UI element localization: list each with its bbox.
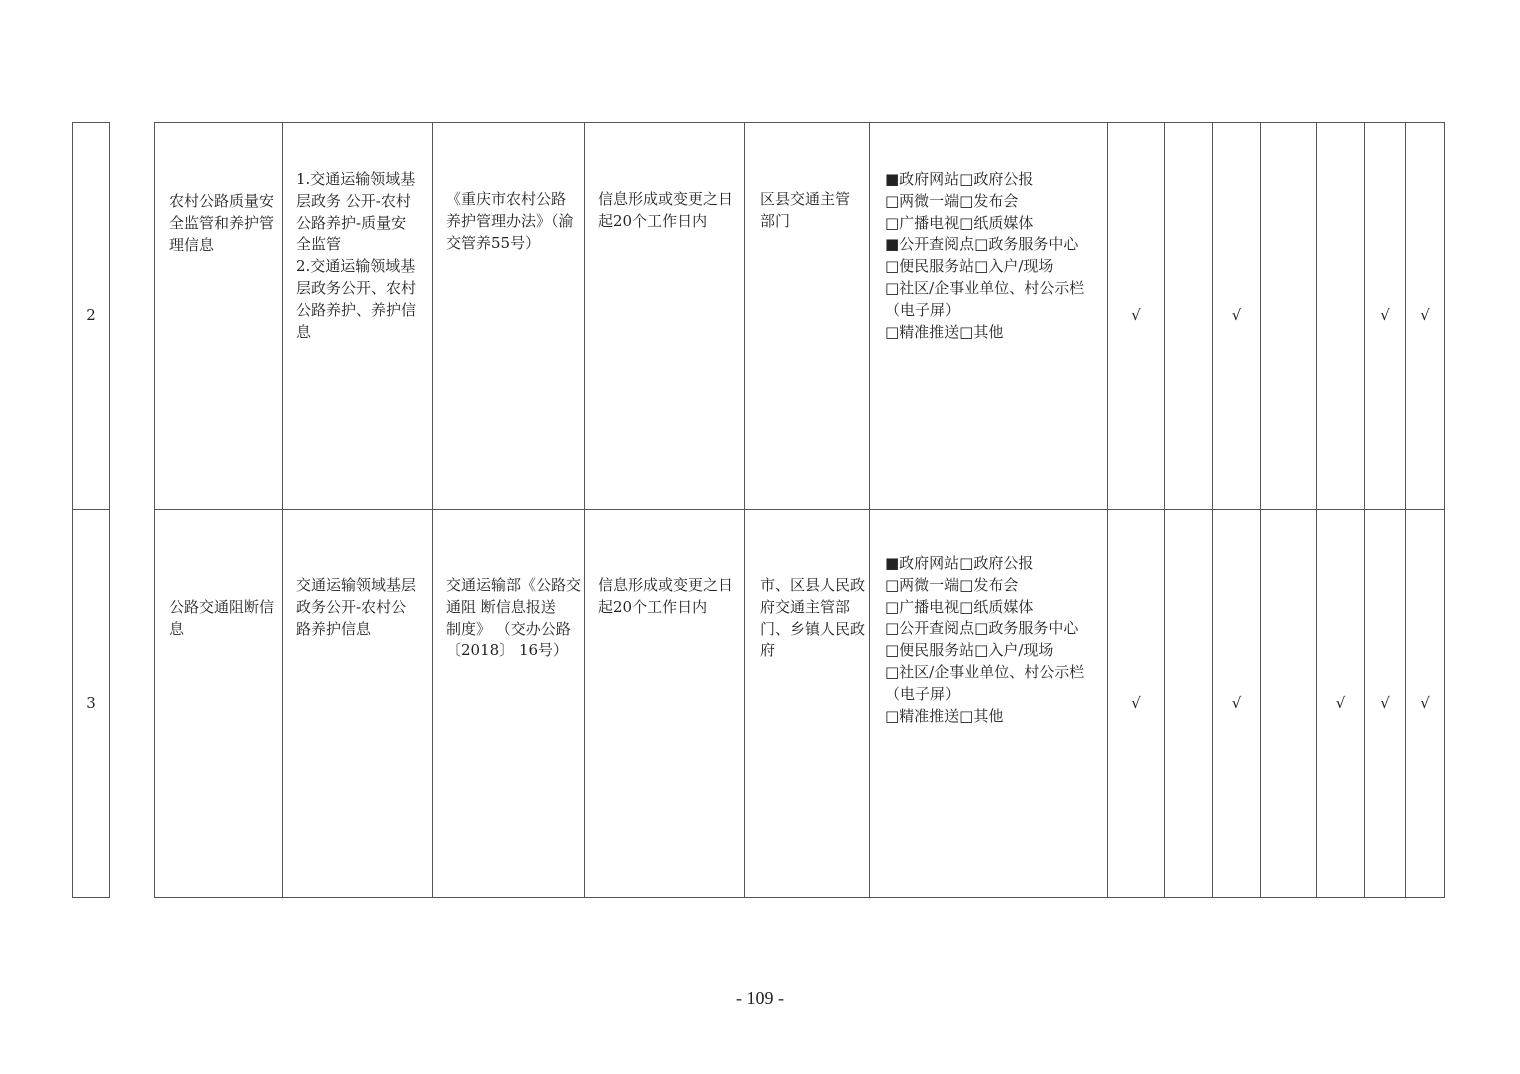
page-number: - 109 - [736, 988, 784, 1008]
category-cell [110, 123, 155, 510]
check-mark [1165, 123, 1213, 510]
basis-cell: 《重庆市农村公路 养护管理办法》（渝 交管养55号） [433, 123, 585, 510]
disclosure-table [72, 122, 1445, 898]
check-mark [1317, 123, 1365, 510]
check-mark: √ [1406, 123, 1445, 510]
check-mark [1261, 123, 1317, 510]
channels-cell: ■政府网站□政府公报 □两微一端□发布会 □广播电视□纸质媒体 ■公开查阅点□政务服务中心 □便民服务站□入户/现场 □社区/企事业单位、村公示栏 （电子屏） □精准推送□其他 [870, 123, 1108, 510]
time-limit-cell: 信息形成或变更之日 起20个工作日内 [585, 123, 745, 510]
table-row [73, 510, 1445, 898]
directory-cell: 1.交通运输领域基 层政务 公开-农村 公路养护-质量安 全监管 2.交通运输领域基 层政务公开、农村 公路养护、养护信 息 [283, 123, 433, 510]
check-mark [1165, 510, 1213, 898]
check-mark: √ [1213, 123, 1261, 510]
check-mark: √ [1108, 123, 1165, 510]
basis-cell: 交通运输部《公路交 通阻 断信息报送 制度》 （交办公路 〔2018〕 16号） [433, 510, 585, 898]
channels-cell: ■政府网站□政府公报 □两微一端□发布会 □广播电视□纸质媒体 □公开查阅点□政务服务中心 □便民服务站□入户/现场 □社区/企事业单位、村公示栏 （电子屏） □精准推送□其他 [870, 510, 1108, 898]
check-mark: √ [1108, 510, 1165, 898]
table-row [73, 123, 1445, 510]
row-index: 2 [73, 123, 110, 510]
check-mark: √ [1317, 510, 1365, 898]
department-cell: 区县交通主管 部门 [745, 123, 870, 510]
category-cell [110, 510, 155, 898]
directory-cell: 交通运输领域基层 政务公开-农村公 路养护信息 [283, 510, 433, 898]
check-mark: √ [1406, 510, 1445, 898]
check-mark [1261, 510, 1317, 898]
item-name: 农村公路质量安 全监管和养护管 理信息 [155, 123, 283, 510]
row-index: 3 [73, 510, 110, 898]
check-mark: √ [1365, 123, 1406, 510]
department-cell: 市、区县人民政 府交通主管部 门、乡镇人民政 府 [745, 510, 870, 898]
time-limit-cell: 信息形成或变更之日 起20个工作日内 [585, 510, 745, 898]
check-mark: √ [1213, 510, 1261, 898]
check-mark: √ [1365, 510, 1406, 898]
item-name: 公路交通阻断信 息 [155, 510, 283, 898]
